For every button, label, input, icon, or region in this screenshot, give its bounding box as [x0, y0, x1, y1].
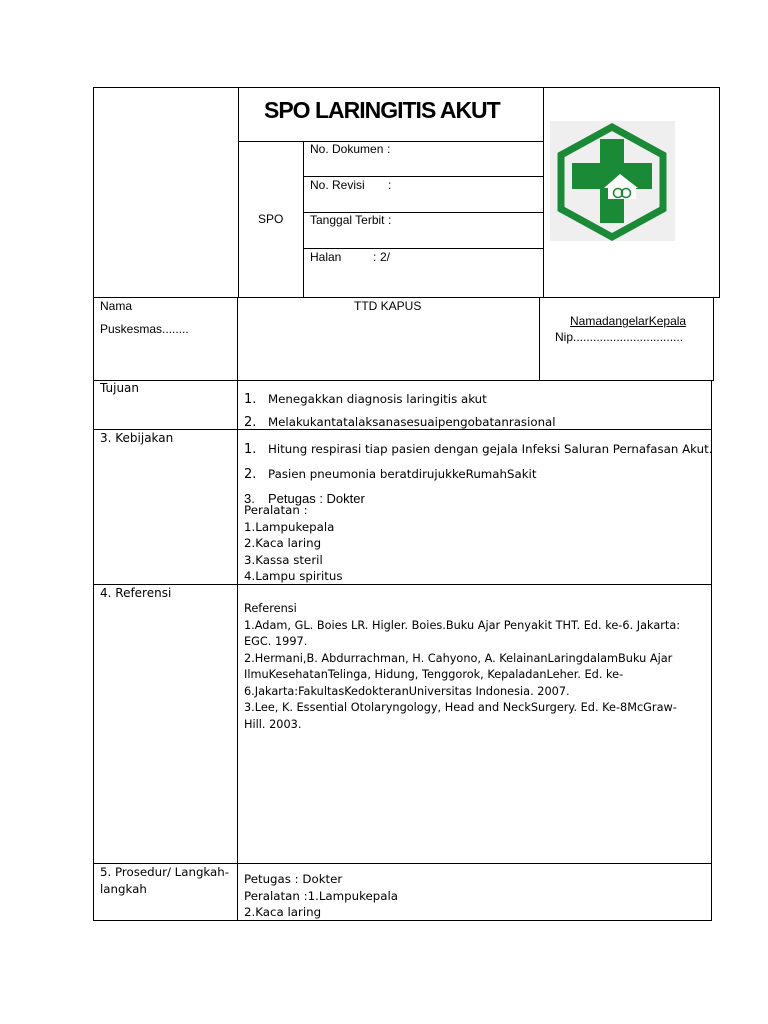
- header-col-divider-2: [543, 87, 544, 298]
- field-sep: :: [388, 178, 392, 192]
- field-line-1: [303, 176, 544, 177]
- tujuan-list: [244, 388, 556, 434]
- peralatan-line: 1.Lampukepala: [244, 519, 335, 534]
- referensi-line: 3.Lee, K. Essential Otolaryngology, Head and NeckSurgery. Ed. Ke-8McGraw-: [244, 701, 677, 714]
- body-left-border: [93, 380, 94, 921]
- referensi-line: 1.Adam, GL. Boies LR. Higler. Boies.Buku Ajar Penyakit THT. Ed. ke-6. Jakarta:: [244, 618, 681, 632]
- prosedur-line: Peralatan :1.Lampukepala: [244, 888, 398, 903]
- field-label: No. Revisi: [310, 178, 365, 192]
- referensi-line: IlmuKesehatanTelinga, Hidung, Tenggorok, KepaladanLeher. Ed. ke-: [244, 668, 624, 681]
- ttd-kapus-label: TTD KAPUS: [354, 299, 422, 313]
- field-sep: :: [388, 213, 392, 227]
- sig-bottom-border: [93, 380, 714, 381]
- list-item: 3. Petugas : Dokter: [244, 491, 365, 506]
- sig-left-divider: [237, 297, 238, 381]
- referensi-line: EGC. 1997.: [244, 635, 308, 648]
- header-col-divider-1: [238, 87, 239, 298]
- field-line-3: [303, 248, 544, 249]
- header-left-border: [93, 87, 94, 385]
- field-sep: :: [373, 250, 377, 264]
- header-top-border: [93, 87, 720, 88]
- row-line-kebijakan: [93, 584, 712, 585]
- peralatan-line: 4.Lampu spiritus: [244, 569, 343, 583]
- field-label: No. Dokumen: [310, 142, 384, 156]
- kebijakan-list: [244, 437, 712, 511]
- kebijakan-label: 3. Kebijakan: [100, 431, 174, 445]
- sig-right-border: [713, 297, 714, 381]
- list-item: 2. Pasien pneumonia beratdirujukkeRumahSakit: [244, 467, 537, 482]
- tujuan-label: Tujuan: [100, 381, 140, 395]
- nama-label: Nama: [100, 299, 133, 313]
- head-name: NamadangelarKepala: [570, 314, 687, 328]
- prosedur-label: 5. Prosedur/ Langkah- langkah: [100, 865, 230, 896]
- prosedur-line: 2.Kaca laring: [244, 905, 322, 919]
- referensi-line: 2.Hermani,B. Abdurrachman, H. Cahyono, A. KelainanLaringdalamBuku Ajar: [244, 651, 673, 665]
- nip-label: Nip.................................: [555, 330, 684, 344]
- title-bottom-line: [238, 141, 544, 142]
- referensi-label: 4. Referensi: [100, 586, 172, 600]
- field-label: Halan: [310, 250, 342, 264]
- referensi-line: 6.Jakarta:FakultasKedokteranUniversitas Indonesia. 2007.: [244, 684, 570, 698]
- spo-field-divider: [303, 141, 304, 298]
- field-label: Tanggal Terbit: [310, 213, 385, 227]
- field-value: 2/: [380, 250, 391, 264]
- prosedur-line: Petugas : Dokter: [244, 872, 343, 886]
- body-bottom-border: [93, 920, 712, 921]
- prosedur-text: [244, 871, 398, 921]
- field-sep: :: [387, 142, 391, 156]
- referensi-line: Hill. 2003.: [244, 717, 302, 731]
- body-col-divider: [237, 380, 238, 921]
- spo-label: SPO: [258, 212, 284, 226]
- list-item: 1. Hitung respirasi tiap pasien dengan gejala Infeksi Saluran Pernafasan Akut.: [244, 442, 713, 457]
- list-item: 1. Menegakkan diagnosis laringitis akut: [244, 392, 487, 407]
- document-title: SPO LARINGITIS AKUT: [264, 97, 500, 123]
- sig-right-divider: [539, 297, 540, 381]
- referensi-text: [244, 601, 680, 733]
- header-right-border: [719, 87, 720, 298]
- peralatan-line: Peralatan :: [244, 503, 308, 517]
- puskesmas-logo-icon: [550, 121, 675, 241]
- peralatan-line: 3.Kassa steril: [244, 552, 323, 567]
- peralatan-line: 2.Kaca laring: [244, 536, 322, 550]
- list-item: 2. Melakukantatalaksanasesuaipengobatanrasional: [244, 415, 556, 430]
- referensi-line: Referensi: [244, 602, 297, 615]
- puskesmas-label: Puskesmas........: [100, 322, 189, 336]
- hexagon-cross-icon: [550, 121, 675, 241]
- header-bottom-border: [93, 297, 720, 298]
- peralatan-list: [244, 502, 343, 585]
